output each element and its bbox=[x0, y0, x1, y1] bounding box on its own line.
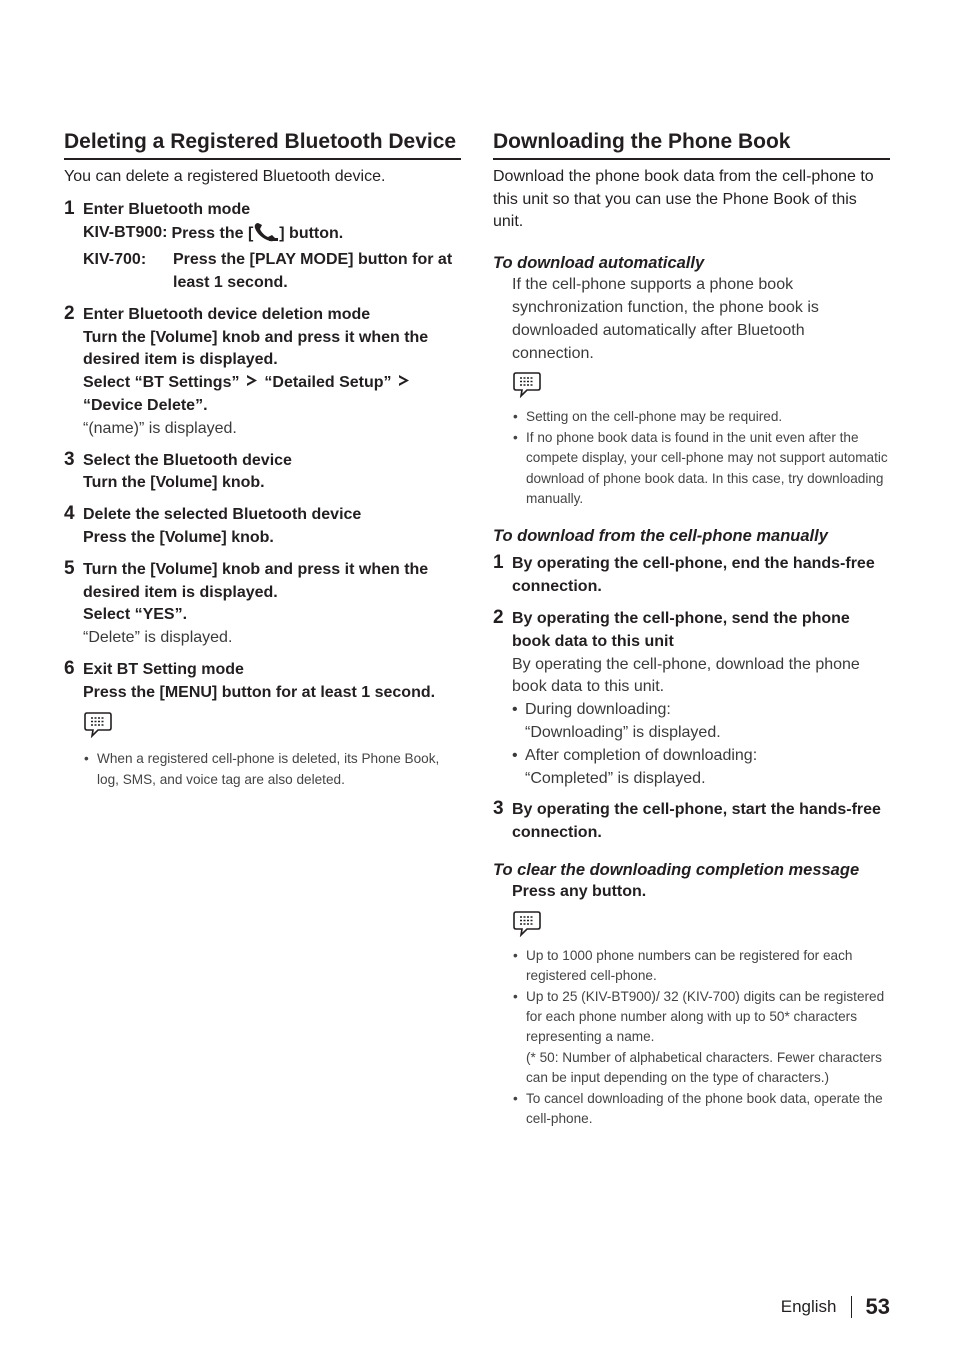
status-item bbox=[512, 745, 890, 791]
note-item: • If no phone book data is found in the unit even after the compete display, your cell-phone may not support automatic download of phone book data. In this case, try downloading manually. bbox=[512, 428, 890, 510]
status-message: “Downloading” is displayed. bbox=[525, 723, 721, 741]
section-intro: Download the phone book data from the cell-phone to this unit so that you can use the Phone Book of this unit. bbox=[493, 168, 874, 231]
menu-path-item: “Detailed Setup” bbox=[264, 374, 392, 392]
step-instruction: Turn the [Volume] knob and press it when the desired item is displayed. bbox=[83, 328, 429, 369]
step-number: 1 bbox=[493, 552, 504, 574]
step-number: 4 bbox=[64, 503, 75, 525]
section-heading-download: Downloading the Phone Book bbox=[493, 128, 890, 160]
chevron-right-icon bbox=[398, 372, 410, 395]
step-number: 3 bbox=[493, 798, 504, 820]
step-number: 2 bbox=[493, 606, 504, 628]
section-heading-delete: Deleting a Registered Bluetooth Device bbox=[64, 128, 461, 160]
status-condition: During downloading: bbox=[525, 701, 671, 719]
model-instruction bbox=[171, 222, 343, 250]
step-number: 6 bbox=[64, 658, 75, 680]
step-title: By operating the cell-phone, end the hands-free connection. bbox=[512, 555, 875, 596]
left-column bbox=[64, 128, 461, 790]
section-intro: You can delete a registered Bluetooth device. bbox=[64, 168, 386, 185]
menu-path bbox=[83, 372, 461, 418]
step-title: By operating the cell-phone, start the hands-free connection. bbox=[512, 801, 881, 842]
note-icon bbox=[83, 711, 461, 746]
step-result: “(name)” is displayed. bbox=[83, 419, 237, 437]
page-number: 53 bbox=[865, 1294, 890, 1319]
menu-path-item: Select “BT Settings” bbox=[83, 374, 240, 392]
step-title: Enter Bluetooth device deletion mode bbox=[83, 305, 371, 323]
manual-step-1 bbox=[493, 553, 890, 599]
menu-path-item: “Device Delete”. bbox=[83, 397, 208, 415]
note-item: • When a registered cell-phone is deleted, its Phone Book, log, SMS, and voice tag are also deleted. bbox=[83, 749, 461, 790]
subhead-auto: To download automatically bbox=[493, 254, 705, 273]
step-result: “Delete” is displayed. bbox=[83, 629, 233, 647]
note-footnote: (* 50: Number of alphabetical characters. Fewer characters can be input depending on the type of characters.) bbox=[526, 1049, 882, 1086]
status-condition: After completion of downloading: bbox=[525, 746, 758, 764]
manual-step-3 bbox=[493, 799, 890, 845]
step-3 bbox=[64, 450, 461, 496]
page-footer bbox=[781, 1294, 890, 1320]
instruction-suffix: ] button. bbox=[279, 224, 344, 242]
status-list bbox=[512, 699, 890, 790]
chevron-right-icon bbox=[246, 372, 258, 395]
model-row-kiv700 bbox=[83, 249, 461, 295]
model-label: KIV-BT900: bbox=[83, 223, 168, 241]
step-title: Enter Bluetooth mode bbox=[83, 200, 251, 218]
footer-divider bbox=[851, 1296, 852, 1318]
subhead-clear: To clear the downloading completion message bbox=[493, 860, 860, 879]
step-title: Select the Bluetooth device bbox=[83, 451, 292, 469]
note-list bbox=[83, 749, 461, 790]
step-instruction: Turn the [Volume] knob. bbox=[83, 474, 265, 492]
auto-description: If the cell-phone supports a phone book synchronization function, the phone book is downloaded automatically after Bluetooth connection. bbox=[512, 276, 819, 362]
step-title: By operating the cell-phone, send the phone book data to this unit bbox=[512, 609, 850, 650]
subhead-manual: To download from the cell-phone manually bbox=[493, 527, 828, 546]
clear-instruction: Press any button. bbox=[512, 882, 647, 900]
note-list bbox=[512, 407, 890, 509]
phone-icon bbox=[253, 222, 279, 250]
note-icon bbox=[512, 371, 890, 403]
model-row-kivbt900 bbox=[83, 222, 461, 250]
model-instruction: Press the [PLAY MODE] button for at least 1 second. bbox=[173, 251, 453, 292]
step-number: 1 bbox=[64, 197, 75, 219]
step-title: Exit BT Setting mode bbox=[83, 661, 244, 679]
step-5 bbox=[64, 559, 461, 650]
right-column bbox=[493, 128, 890, 1129]
model-label: KIV-700: bbox=[83, 251, 147, 269]
language-label: English bbox=[780, 1297, 837, 1316]
step-body: By operating the cell-phone, download the phone book data to this unit. bbox=[512, 655, 860, 696]
step-2 bbox=[64, 304, 461, 441]
status-item bbox=[512, 699, 890, 745]
note-list bbox=[512, 946, 890, 1130]
step-instruction: Press the [MENU] button for at least 1 second. bbox=[83, 683, 436, 701]
note-item: • Setting on the cell-phone may be required. bbox=[512, 407, 890, 427]
note-icon bbox=[512, 910, 890, 942]
step-title: Turn the [Volume] knob and press it when the desired item is displayed. bbox=[83, 560, 429, 601]
step-number: 2 bbox=[64, 302, 75, 324]
instruction-prefix: Press the [ bbox=[171, 224, 254, 242]
note-item: • Up to 1000 phone numbers can be registered for each registered cell-phone. bbox=[512, 946, 890, 987]
note-text: Up to 25 (KIV-BT900)/ 32 (KIV-700) digits can be registered for each phone number along with up to 50* characters representing a name. bbox=[526, 988, 885, 1045]
step-4 bbox=[64, 504, 461, 550]
step-title: Delete the selected Bluetooth device bbox=[83, 506, 362, 524]
clear-notes bbox=[493, 910, 890, 1130]
auto-notes bbox=[493, 371, 890, 509]
step-6 bbox=[64, 659, 461, 790]
note-item bbox=[512, 987, 890, 1089]
step-number: 5 bbox=[64, 557, 75, 579]
step-instruction: Press the [Volume] knob. bbox=[83, 529, 274, 547]
status-message: “Completed” is displayed. bbox=[525, 769, 706, 787]
note-item: • To cancel downloading of the phone book data, operate the cell-phone. bbox=[512, 1089, 890, 1130]
manual-step-2 bbox=[493, 608, 890, 790]
step-1 bbox=[64, 199, 461, 295]
step-instruction: Select “YES”. bbox=[83, 606, 188, 624]
step-number: 3 bbox=[64, 448, 75, 470]
